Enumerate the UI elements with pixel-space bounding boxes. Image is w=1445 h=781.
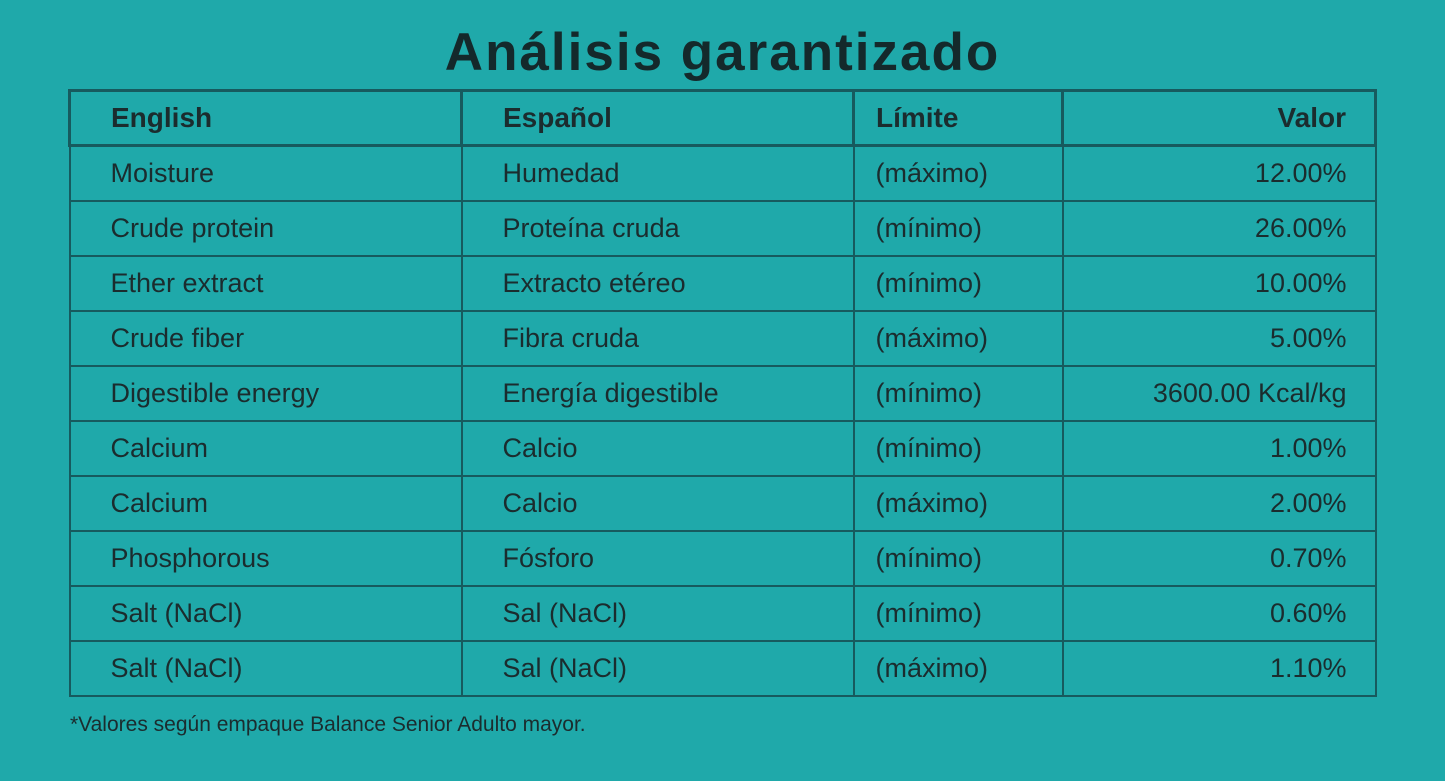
cell-english: Salt (NaCl) [70, 586, 462, 641]
cell-valor: 12.00% [1063, 146, 1376, 201]
cell-english: Calcium [70, 421, 462, 476]
footnote: *Valores según empaque Balance Senior Adulto mayor. [70, 712, 586, 736]
cell-english: Ether extract [70, 256, 462, 311]
table-row [70, 366, 1376, 421]
table-body [70, 146, 1376, 696]
column-header-valor: Valor [1063, 91, 1376, 146]
column-header-limite: Límite [854, 91, 1063, 146]
cell-limite: (máximo) [854, 641, 1063, 696]
cell-english: Crude protein [70, 201, 462, 256]
guaranteed-analysis-table [68, 89, 1377, 697]
cell-espanol: Fósforo [462, 531, 854, 586]
cell-valor: 26.00% [1063, 201, 1376, 256]
cell-espanol: Proteína cruda [462, 201, 854, 256]
cell-english: Digestible energy [70, 366, 462, 421]
page-title: Análisis garantizado [444, 23, 1001, 82]
cell-valor: 2.00% [1063, 476, 1376, 531]
cell-limite: (mínimo) [854, 366, 1063, 421]
cell-espanol: Sal (NaCl) [462, 641, 854, 696]
table-row [70, 421, 1376, 476]
cell-valor: 5.00% [1063, 311, 1376, 366]
cell-limite: (mínimo) [854, 586, 1063, 641]
cell-limite: (máximo) [854, 311, 1063, 366]
table-row [70, 146, 1376, 201]
table-row [70, 531, 1376, 586]
table-row [70, 641, 1376, 696]
table-row [70, 256, 1376, 311]
table-row [70, 586, 1376, 641]
cell-espanol: Calcio [462, 421, 854, 476]
cell-limite: (mínimo) [854, 421, 1063, 476]
cell-english: Salt (NaCl) [70, 641, 462, 696]
cell-english: Moisture [70, 146, 462, 201]
cell-espanol: Fibra cruda [462, 311, 854, 366]
table-header [70, 91, 1376, 146]
cell-limite: (máximo) [854, 146, 1063, 201]
table-header-row [70, 91, 1376, 146]
cell-valor: 0.70% [1063, 531, 1376, 586]
cell-english: Crude fiber [70, 311, 462, 366]
cell-valor: 1.10% [1063, 641, 1376, 696]
cell-limite: (mínimo) [854, 256, 1063, 311]
cell-english: Calcium [70, 476, 462, 531]
cell-valor: 0.60% [1063, 586, 1376, 641]
column-header-english: English [70, 91, 462, 146]
cell-espanol: Energía digestible [462, 366, 854, 421]
table-row [70, 201, 1376, 256]
cell-limite: (mínimo) [854, 201, 1063, 256]
cell-valor: 10.00% [1063, 256, 1376, 311]
table-row [70, 311, 1376, 366]
cell-limite: (máximo) [854, 476, 1063, 531]
cell-espanol: Sal (NaCl) [462, 586, 854, 641]
cell-espanol: Humedad [462, 146, 854, 201]
cell-espanol: Extracto etéreo [462, 256, 854, 311]
table-row [70, 476, 1376, 531]
cell-valor: 3600.00 Kcal/kg [1063, 366, 1376, 421]
cell-valor: 1.00% [1063, 421, 1376, 476]
cell-limite: (mínimo) [854, 531, 1063, 586]
cell-espanol: Calcio [462, 476, 854, 531]
column-header-espanol: Español [462, 91, 854, 146]
cell-english: Phosphorous [70, 531, 462, 586]
